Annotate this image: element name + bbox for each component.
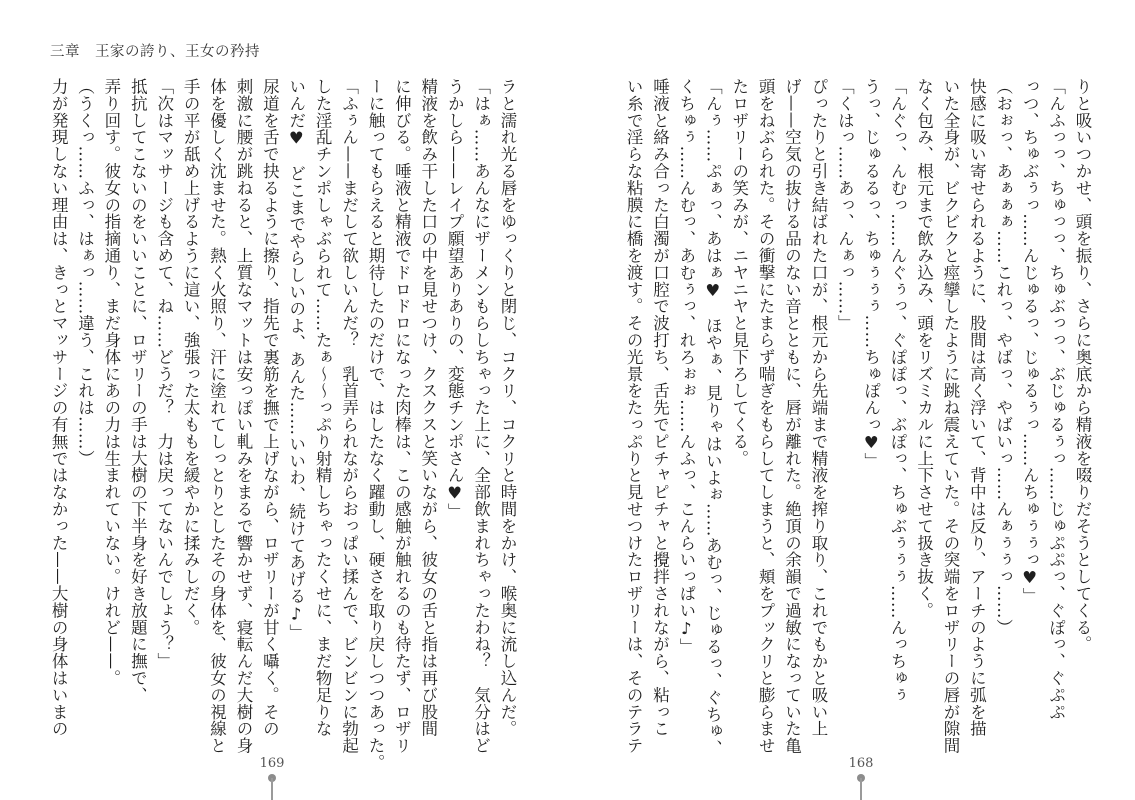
text-line: いんだ♥ どこまでやらしいのよ、あんた……いいわ、続けてあげる♪」: [286, 78, 306, 641]
text-line: 弄り回す。彼女の指摘通り、まだ身体にあの力は生まれていない。けれど——。: [101, 78, 121, 687]
text-line: 「はぁ……あんなにザーメンもらしちゃった上に、全部飲まれちゃったわね？ 気分はど: [471, 78, 491, 754]
left-page-number: 169: [259, 756, 285, 771]
text-line: くちゅぅ……んむっ、あむぅっ、れろぉぉ……んふっ、こんらいっぱい♪」: [676, 78, 696, 656]
text-line: 「んぐっ、んむっ……んぐぅっ、ぐぽぽっ、ぶぽっ、ちゅぶぅぅぅ……んっちゅぅ: [888, 78, 908, 704]
text-line: 尿道を舌で抉るように擦り、指先で裏筋を撫で上げながら、ロザリーが甘く囁く。その: [260, 78, 280, 738]
text-line: ーに触ってもらえると期待したのだけで、はしたなく躍動し、硬さを取り戻しつつあった。: [365, 78, 385, 771]
text-line: した淫乱チンポしゃぶられて……たぁ〜〜っぷり射精しちゃったくせに、まだ物足りな: [313, 78, 333, 738]
text-line: 力が発現しない理由は、きっとマッサージの有無ではなかった——大樹の身体はいまの: [49, 78, 69, 738]
text-line: 「ふぅん——まだして欲しいんだ？ 乳首弄られながらおっぱい揉んで、ビンビンに勃起: [339, 78, 359, 754]
right-page-body: [624, 78, 1095, 757]
text-line: ラと濡れ光る唇をゆっくりと閉じ、コクリ、コクリと時間をかけ、喉奥に流し込んだ。: [498, 78, 517, 738]
right-folio-stem: [860, 778, 862, 800]
text-line: 刺激に腰が跳ねると、上質なマットは安っぽい軋みをまるで響かせず、寝転んだ大樹の身: [233, 78, 253, 754]
text-line: に伸びる。唾液と精液でドロドロになった肉棒は、この感触が触れるのも待たず、ロザリ: [392, 78, 412, 754]
text-line: 体を優しく沈ませた。熱く火照り、汗に塗れてしっとりとしたその身体を、彼女の視線と: [207, 78, 227, 754]
text-line: りと吸いつかせ、頭を振り、さらに奥底から精液を啜りだそうとしてくる。: [1073, 78, 1092, 653]
text-line: 唾液と絡み合った白濁が口腔で波打ち、舌先でピチャピチャと攪拌されながら、粘っこ: [650, 78, 670, 738]
text-line: うっ、じゅるるっ、ちゅぅぅぅ……ちゅぽんっ♥」: [861, 78, 881, 470]
text-line: 精液を飲み干した口の中を見せつけ、クスクスと笑いながら、彼女の舌と指は再び股間: [418, 78, 438, 738]
text-line: 手の平が舐め上げるように這い、強張った太ももを緩やかに揉みしだく。: [181, 78, 201, 636]
text-line: 快感に吸い寄せられるように、股間は高く浮いて、背中は反り、アーチのように弧を描: [967, 78, 987, 738]
text-line: なく包み、根元まで飲み込み、頭をリズミカルに上下させて扱き抜く。: [914, 78, 934, 619]
text-line: ぴったりと引き結ばれた口が、根元から先端まで精液を搾り取り、これでもかと吸い上: [808, 78, 828, 738]
text-line: 「くはっ……あっ、んぁっ……」: [835, 78, 855, 332]
left-folio-stem: [271, 778, 273, 800]
text-line: っつ、ちゅぶぅっ……んじゅるっ、じゅるぅっ……んちゅぅぅっ♥」: [1020, 78, 1040, 605]
text-line: 「次はマッサージも含めて、ね……どうだ？ 力は戻ってないんでしょう？」: [154, 78, 174, 670]
text-line: （うくっ……ふっ、はぁっ……違う、これは……）: [75, 78, 95, 467]
left-page: [0, 0, 567, 800]
text-line: いた全身が、ビクビクと痙攣したように跳ね震えていた。その突端をロザリーの唇が隙間: [940, 78, 960, 754]
text-line: げ——空気の抜ける品のない音とともに、唇が離れた。絶頂の余韻で過敏になっていた亀: [782, 78, 802, 754]
running-head: 三章 王家の誇り、王女の矜持: [50, 44, 260, 60]
text-line: 「んぅ……ぷぁっ、あはぁ♥ ほやぁ、見りゃはいよぉ……あむっ、じゅるっ、ぐちゅ、: [703, 78, 723, 757]
right-page: [567, 0, 1135, 800]
text-line: うかしら——レイプ願望ありありの、変態チンポさん♥」: [445, 78, 465, 520]
text-line: （おぉっ、あぁぁぁ……これっ、やばっ、やばいっ……んぁぅぅっ……）: [993, 78, 1013, 636]
text-line: 抵抗してこないのをいいことに、ロザリーの手は大樹の下半身を好き放題に撫で、: [128, 78, 148, 704]
text-line: 「んふっっ、ちゅっっ、ちゅぶっっ、ぶじゅるぅっ……じゅぷぷっ、ぐぽっ、ぐぷぷ: [1046, 78, 1066, 721]
right-page-number: 168: [848, 756, 874, 771]
text-line: たロザリーの笑みが、ニヤニヤと見下ろしてくる。: [729, 78, 749, 467]
text-line: い糸で淫らな粘膜に橋を渡す。その光景をたっぷりと見せつけたロザリーは、そのテラテ: [624, 78, 644, 754]
text-line: 頭をねぶられた。その衝撃にたまらず喘ぎをもらしてしまうと、頬をプックリと膨らませ: [756, 78, 776, 754]
